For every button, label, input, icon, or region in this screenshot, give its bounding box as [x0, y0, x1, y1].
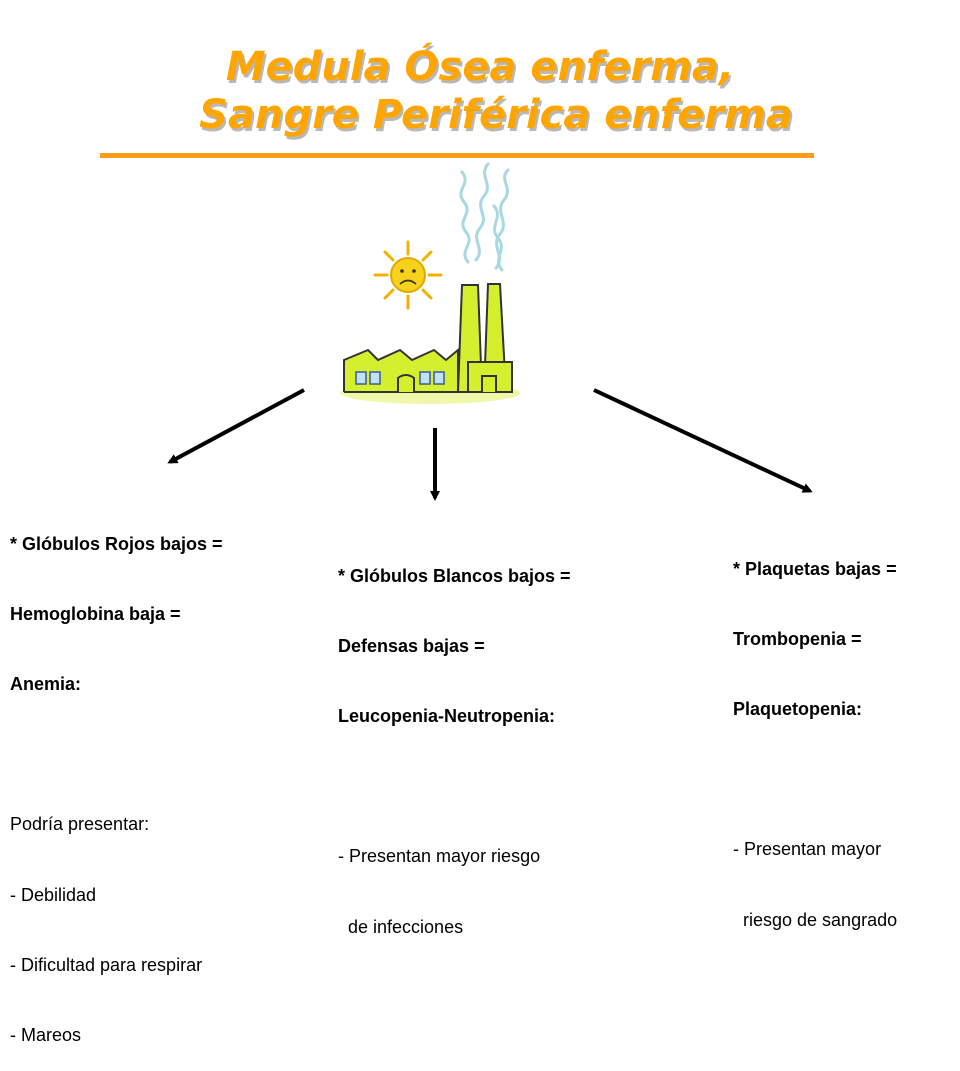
- sad-sun-icon: [375, 242, 441, 308]
- body-line: riesgo de sangrado: [733, 909, 898, 930]
- heading-line: Trombopenia =: [733, 629, 862, 650]
- red-cells-block: [10, 486, 223, 1071]
- white-cells-block: [338, 518, 571, 962]
- body-line: - Dificultad para respirar: [10, 954, 203, 975]
- heading-line: Plaquetopenia:: [733, 699, 863, 720]
- heading-line: Defensas bajas =: [338, 636, 485, 657]
- platelets-block: [733, 511, 897, 955]
- heading-line: * Glóbulos Blancos bajos =: [338, 565, 571, 586]
- title-line-2: Sangre Periférica enferma: [199, 92, 793, 138]
- heading-line: Leucopenia-Neutropenia:: [338, 706, 556, 727]
- body-line: - Presentan mayor riesgo: [338, 846, 541, 867]
- body-line: Podría presentar:: [10, 814, 150, 835]
- body-line: - Debilidad: [10, 884, 97, 905]
- heading-line: * Glóbulos Rojos bajos =: [10, 533, 223, 554]
- heading-line: * Plaquetas bajas =: [733, 558, 897, 579]
- body-line: - Presentan mayor: [733, 839, 882, 860]
- sad-sun-factory-illustration: [340, 164, 520, 404]
- title-line-1: Medula Ósea enferma,: [225, 44, 735, 90]
- arrow-left: [170, 390, 304, 462]
- arrow-right: [594, 390, 810, 491]
- heading-line: Hemoglobina baja =: [10, 604, 181, 625]
- smoke-icon: [461, 164, 508, 270]
- heading-line: Anemia:: [10, 674, 82, 695]
- body-line: de infecciones: [338, 916, 464, 937]
- body-line: - Mareos: [10, 1024, 82, 1045]
